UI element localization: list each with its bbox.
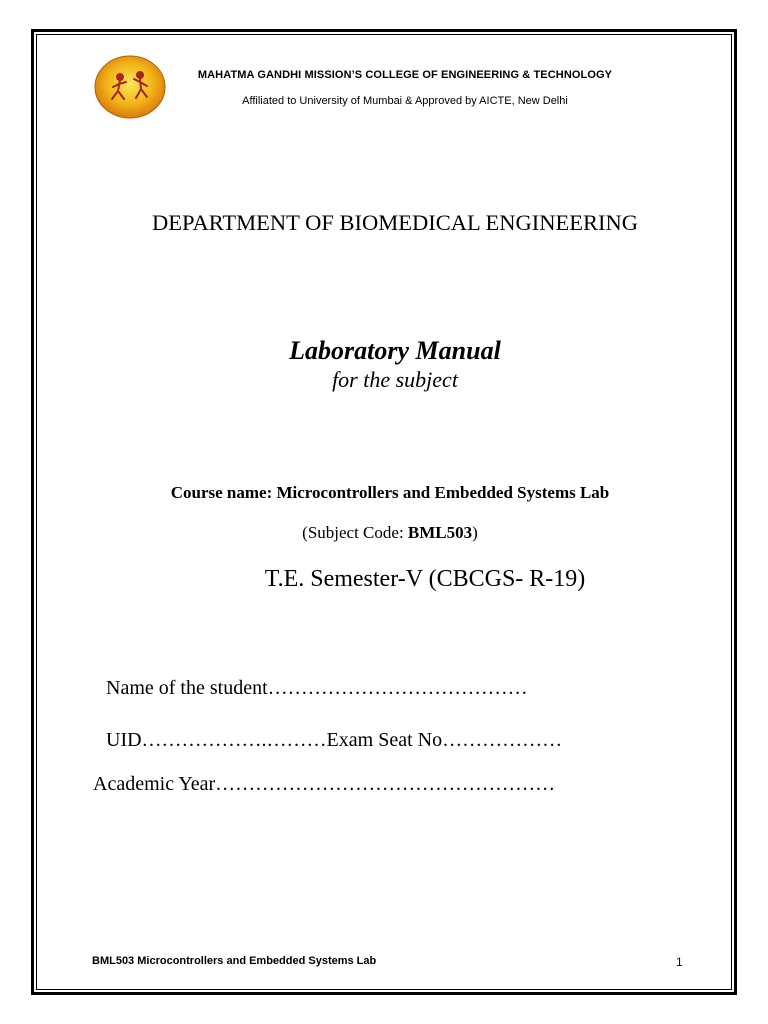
college-logo-icon <box>94 55 166 119</box>
subject-code-value: BML503 <box>407 523 473 542</box>
student-name-field: Name of the student………………………………… <box>106 677 528 699</box>
footer-course-label: BML503 Microcontrollers and Embedded Systems Lab <box>92 955 377 967</box>
page-number: 1 <box>676 955 683 969</box>
subject-code-suffix: ) <box>472 523 478 542</box>
manual-title: Laboratory Manual <box>289 336 501 365</box>
page-border-inner <box>36 34 732 990</box>
subject-code-prefix: (Subject Code: <box>302 523 408 542</box>
uid-field: UID……………….……… <box>106 729 327 751</box>
affiliation-text: Affiliated to University of Mumbai & Approved by AICTE, New Delhi <box>242 95 568 107</box>
academic-year-field: Academic Year…………………………………………… <box>93 773 556 795</box>
department-title: DEPARTMENT OF BIOMEDICAL ENGINEERING <box>152 210 638 235</box>
subject-code <box>250 523 530 543</box>
uid-exam-seat-field <box>106 729 562 752</box>
semester-line: T.E. Semester-V (CBCGS- R-19) <box>264 566 586 592</box>
course-name: Course name: Microcontrollers and Embedded Systems Lab <box>170 483 610 502</box>
manual-subtitle: for the subject <box>332 367 458 392</box>
exam-seat-field: Exam Seat No……………… <box>326 729 563 751</box>
college-name: MAHATMA GANDHI MISSION’S COLLEGE OF ENGINEERING & TECHNOLOGY <box>197 69 613 81</box>
